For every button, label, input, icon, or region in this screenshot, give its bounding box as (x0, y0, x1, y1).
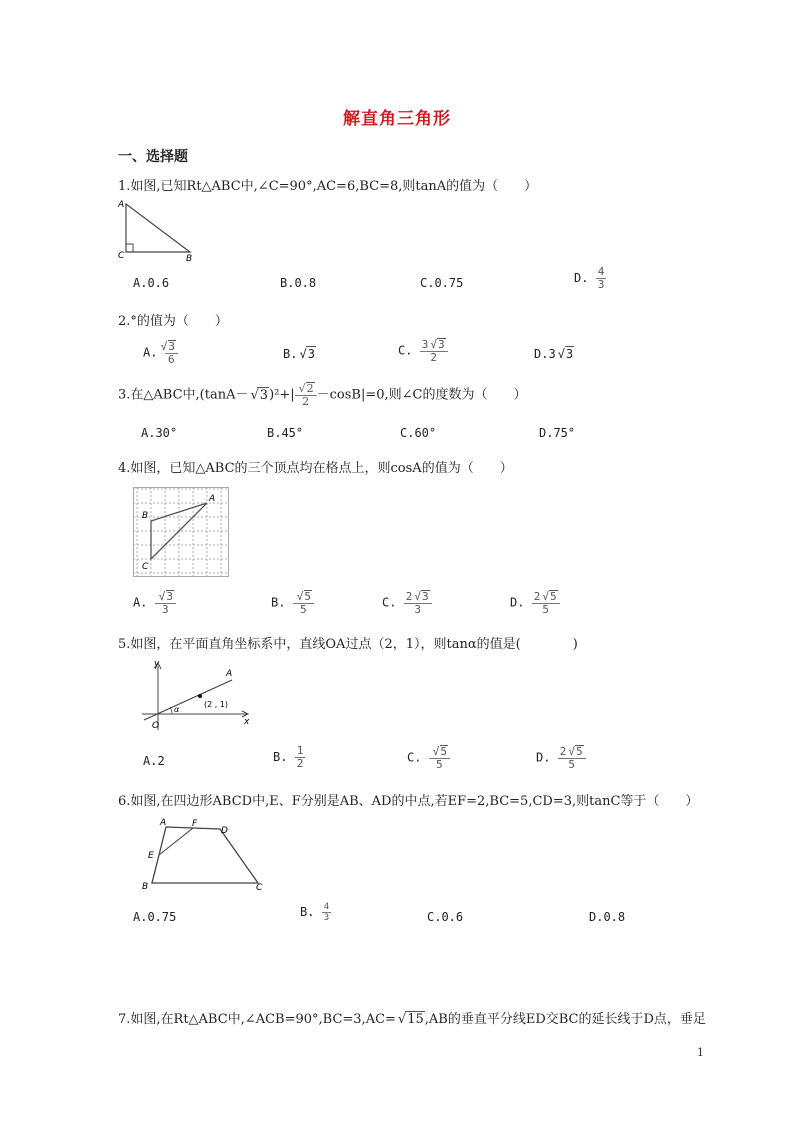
q6-option-a: A.0.75 (133, 910, 177, 924)
fig5-label-x: x (244, 717, 250, 727)
q2-option-c: C. $\frac{3√ 3}{2}$ (398, 338, 448, 364)
page-title: 解直角三角形 (343, 109, 451, 129)
question-7-stem: 7.如图,在Rt△ABC中,∠ACB=90°,BC=3,AC=√ 15,AB的垂直平分线ED交BC的延长线于D点，垂足 (118, 1008, 706, 1027)
q5-option-c: C. √ $\frac{5}{5}$ (407, 745, 450, 771)
question-6-stem: 6.如图,在四边形ABCD中,E、F分别是AB、AD的中点,若EF=2,BC=5,CD=3,则tanC等于（ ） (118, 794, 699, 809)
q3-option-c: C.60° (400, 426, 437, 440)
q2-option-b: B.√ 3 (283, 346, 316, 361)
question-1-stem: 1.如图,已知Rt△ABC中,∠C=90°,AC=6,BC=8,则tanA的值为（ ） (118, 179, 538, 194)
question-6-figure (140, 815, 270, 891)
q4-option-d: D. $\frac{2√ 5}{5}$ (510, 590, 560, 616)
q5-option-d: D. $\frac{2√ 5}{5}$ (536, 745, 586, 771)
q1-option-a: A.0.6 (133, 276, 170, 290)
q6-option-c: C.0.6 (427, 910, 464, 924)
question-4-figure (133, 487, 229, 577)
q3-option-a: A.30° (141, 426, 178, 440)
fig6-label-b: B (142, 882, 149, 891)
question-5-figure (140, 658, 255, 733)
fig5-label-alpha: α (174, 705, 180, 714)
fig4-label-a: A (209, 494, 216, 504)
fig1-label-a: A (118, 200, 125, 210)
fig5-label-o: O (152, 721, 160, 731)
q3-option-b: B.45° (267, 426, 304, 440)
fig6-label-d: D (221, 826, 228, 836)
q6-option-b: B. $\frac{4}{3}$ (300, 902, 330, 923)
question-3-stem: 3.在△ABC中,(tanA－√ 3)²+| √ $\frac{2}{2}$ －cosB|=0,则∠C的度数为（ ） (118, 382, 527, 408)
q6-option-d: D.0.8 (589, 910, 626, 924)
question-4-stem: 4.如图，已知△ABC的三个顶点均在格点上，则cosA的值为（ ） (118, 461, 513, 476)
fig6-label-e: E (148, 851, 154, 861)
q4-option-b: B. √ $\frac{5}{5}$ (271, 590, 314, 616)
fig5-label-y: y (154, 659, 160, 669)
q1-option-c: C.0.75 (420, 276, 464, 290)
page-number: 1 (697, 1046, 704, 1059)
fig1-label-c: C (118, 251, 125, 261)
q3-option-d: D.75° (539, 426, 576, 440)
fig6-label-f: F (192, 819, 198, 829)
fig1-label-b: B (186, 254, 193, 262)
question-1-figure (116, 198, 196, 262)
fig5-label-a: A (226, 669, 233, 679)
q1-option-d: D. $\frac{4}{3}$ (574, 265, 605, 291)
q5-option-b: B. $\frac{1}{2}$ (273, 744, 304, 770)
q2-option-d: D.3√ 3 (534, 346, 574, 361)
fig5-label-point: (2 , 1) (204, 700, 229, 709)
q4-option-a: A. √ $\frac{3}{3}$ (133, 590, 176, 616)
q4-option-c: C. $\frac{2√ 3}{3}$ (382, 590, 432, 616)
section-heading: 一、选择题 (118, 149, 188, 165)
question-2-stem: 2.°的值为（ ） (118, 314, 228, 329)
question-5-stem: 5.如图，在平面直角坐标系中，直线OA过点（2，1），则tanα的值是( ) (118, 637, 578, 652)
fig6-label-a: A (160, 818, 167, 828)
q5-option-a: A.2 (143, 754, 165, 768)
q2-option-a: A. √ $\frac{3}{6}$ (143, 340, 178, 366)
fig4-label-b: B (142, 511, 149, 521)
fig6-label-c: C (256, 883, 263, 891)
q1-option-b: B.0.8 (280, 276, 317, 290)
fig4-label-c: C (142, 562, 149, 572)
